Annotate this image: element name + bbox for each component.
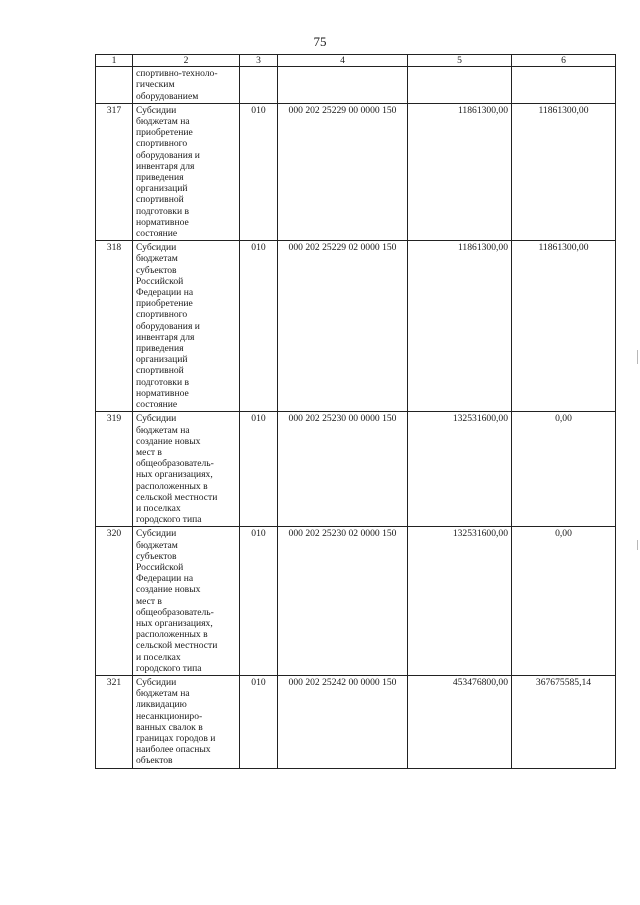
row-planned-amount: 132531600,00	[408, 527, 512, 676]
row-name: Субсидии бюджетам субъектов Российской Федерации на приобретение спортивного оборудования и инвентаря для приведения организаций спортивной подготовки в нормативное состояние	[133, 241, 240, 412]
row-budget-code: 000 202 25230 00 0000 150	[278, 412, 408, 527]
column-header: 3	[240, 55, 278, 67]
page-number: 75	[313, 34, 327, 49]
row-planned-amount	[408, 67, 512, 104]
column-header: 2	[133, 55, 240, 67]
row-actual-amount: 0,00	[512, 527, 616, 676]
table-row	[96, 412, 616, 527]
column-header: 4	[278, 55, 408, 67]
scan-edge-mark	[637, 540, 638, 550]
budget-table	[95, 54, 616, 769]
row-number: 317	[96, 103, 133, 240]
row-actual-amount: 11861300,00	[512, 241, 616, 412]
row-planned-amount: 132531600,00	[408, 412, 512, 527]
row-planned-amount: 11861300,00	[408, 241, 512, 412]
table-row	[96, 241, 616, 412]
row-code: 010	[240, 241, 278, 412]
row-name: Субсидии бюджетам на ликвидацию несанкциониро- ванных свалок в границах городов и наиболее опасных объектов	[133, 675, 240, 768]
row-budget-code: 000 202 25229 02 0000 150	[278, 241, 408, 412]
row-actual-amount: 11861300,00	[512, 103, 616, 240]
row-actual-amount	[512, 67, 616, 104]
table-row	[96, 103, 616, 240]
row-code: 010	[240, 103, 278, 240]
row-budget-code	[278, 67, 408, 104]
column-header: 5	[408, 55, 512, 67]
scan-edge-mark	[637, 350, 638, 364]
row-number: 320	[96, 527, 133, 676]
row-number	[96, 67, 133, 104]
column-header: 6	[512, 55, 616, 67]
row-actual-amount: 367675585,14	[512, 675, 616, 768]
row-code: 010	[240, 527, 278, 676]
table-row	[96, 675, 616, 768]
row-budget-code: 000 202 25230 02 0000 150	[278, 527, 408, 676]
row-number: 319	[96, 412, 133, 527]
row-name: Субсидии бюджетам субъектов Российской Федерации на создание новых мест в общеобразователь- ных организациях, расположенных в сельской местности и поселках городского типа	[133, 527, 240, 676]
table-row	[96, 527, 616, 676]
row-code: 010	[240, 675, 278, 768]
row-name: Субсидии бюджетам на создание новых мест в общеобразователь- ных организациях, расположенных в сельской местности и поселках городского типа	[133, 412, 240, 527]
table-header-row	[96, 55, 616, 67]
row-planned-amount: 11861300,00	[408, 103, 512, 240]
row-code	[240, 67, 278, 104]
row-budget-code: 000 202 25229 00 0000 150	[278, 103, 408, 240]
row-name: спортивно-техноло- гическим оборудованием	[133, 67, 240, 104]
row-actual-amount: 0,00	[512, 412, 616, 527]
column-header: 1	[96, 55, 133, 67]
row-planned-amount: 453476800,00	[408, 675, 512, 768]
row-budget-code: 000 202 25242 00 0000 150	[278, 675, 408, 768]
row-number: 321	[96, 675, 133, 768]
table-row	[96, 67, 616, 104]
row-name: Субсидии бюджетам на приобретение спортивного оборудования и инвентаря для приведения организаций спортивной подготовки в нормативное состояние	[133, 103, 240, 240]
row-code: 010	[240, 412, 278, 527]
row-number: 318	[96, 241, 133, 412]
